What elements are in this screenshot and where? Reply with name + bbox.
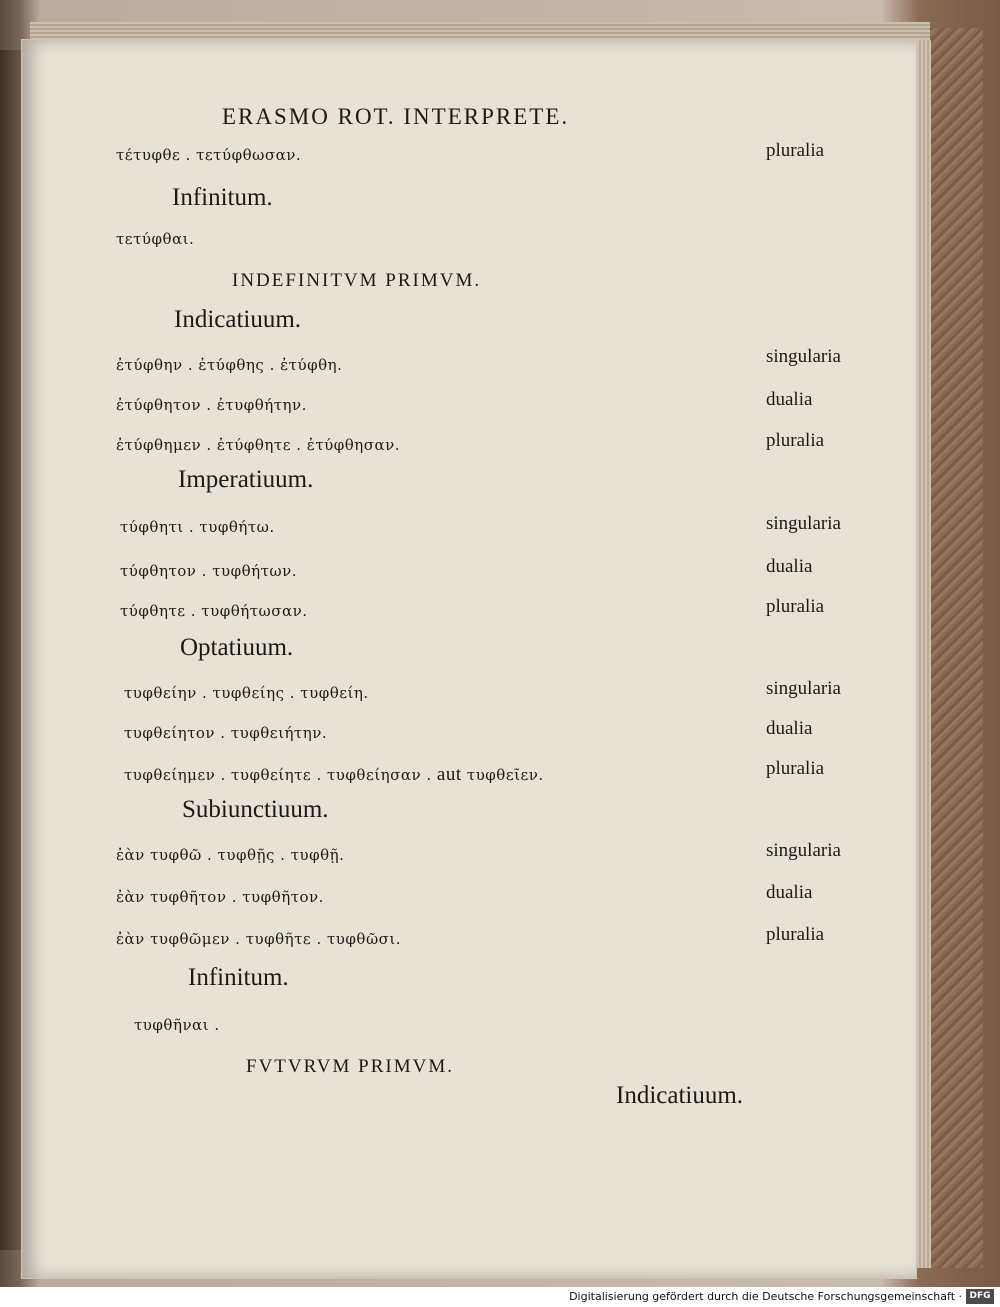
mood-heading: Imperatiuum. [178,466,314,493]
number-label: dualia [766,389,813,410]
greek-form-line [124,764,544,786]
footer-bar [0,1287,1000,1307]
greek-form-line: ἐτύφθημεν . ἐτύφθητε . ἐτύφθησαν. [116,436,401,454]
number-label: dualia [766,556,813,577]
greek-form-line: ἐὰν τυφθῶμεν . τυφθῆτε . τυφθῶσι. [116,930,402,948]
number-label: dualia [766,718,813,739]
dfg-logo: DFG [966,1289,994,1304]
greek-form-line: τύφθητε . τυφθήτωσαν. [120,602,308,620]
greek-form-line: τύφθητον . τυφθήτων. [120,562,298,580]
mood-heading: Indicatiuum. [616,1082,744,1109]
greek-forms: τυφθείημεν . τυφθείητε . τυφθείησαν . [124,766,432,784]
number-label: pluralia [766,430,825,451]
greek-form-line: ἐτύφθητον . ἐτυφθήτην. [116,396,307,414]
aut-conjunction: aut [436,764,462,785]
greek-form-line: τετύφθαι. [116,230,195,248]
tense-title: INDEFINITVM PRIMVM. [232,270,482,291]
mood-heading: Infinitum. [172,184,273,211]
running-header: ERASMO ROT. INTERPRETE. [222,104,570,129]
number-label: pluralia [766,596,825,617]
number-label: singularia [766,346,841,367]
book-spine-left [0,50,22,1250]
book-page [22,40,916,1278]
greek-form-line: ἐὰν τυφθῆτον . τυφθῆτον. [116,888,324,906]
number-label: pluralia [766,924,825,945]
number-label: singularia [766,840,841,861]
mood-heading: Subiunctiuum. [182,796,329,823]
greek-form-line: τυφθείην . τυφθείης . τυφθείη. [124,684,369,702]
number-label: pluralia [766,140,825,161]
mood-heading: Infinitum. [188,964,289,991]
greek-form-line: τυφθείητον . τυφθειήτην. [124,724,328,742]
greek-form-line: τυφθῆναι . [134,1016,220,1034]
greek-form-line: τύφθητι . τυφθήτω. [120,518,275,536]
number-label: pluralia [766,758,825,779]
number-label: dualia [766,882,813,903]
number-label: singularia [766,678,841,699]
tense-title: FVTVRVM PRIMVM. [246,1056,454,1077]
greek-alt-form: τυφθεῖεν. [466,766,544,784]
mood-heading: Optatiuum. [180,634,294,661]
book-cover-edge [925,28,983,1268]
greek-form-line: ἐὰν τυφθῶ . τυφθῇς . τυφθῇ. [116,846,345,864]
funding-notice: Digitalisierung gefördert durch die Deutsche Forschungsgemeinschaft · [569,1290,962,1303]
greek-form-line: τέτυφθε . τετύφθωσαν. [116,146,302,164]
greek-form-line: ἐτύφθην . ἐτύφθης . ἐτύφθη. [116,356,343,374]
mood-heading: Indicatiuum. [174,306,302,333]
number-label: singularia [766,513,841,534]
